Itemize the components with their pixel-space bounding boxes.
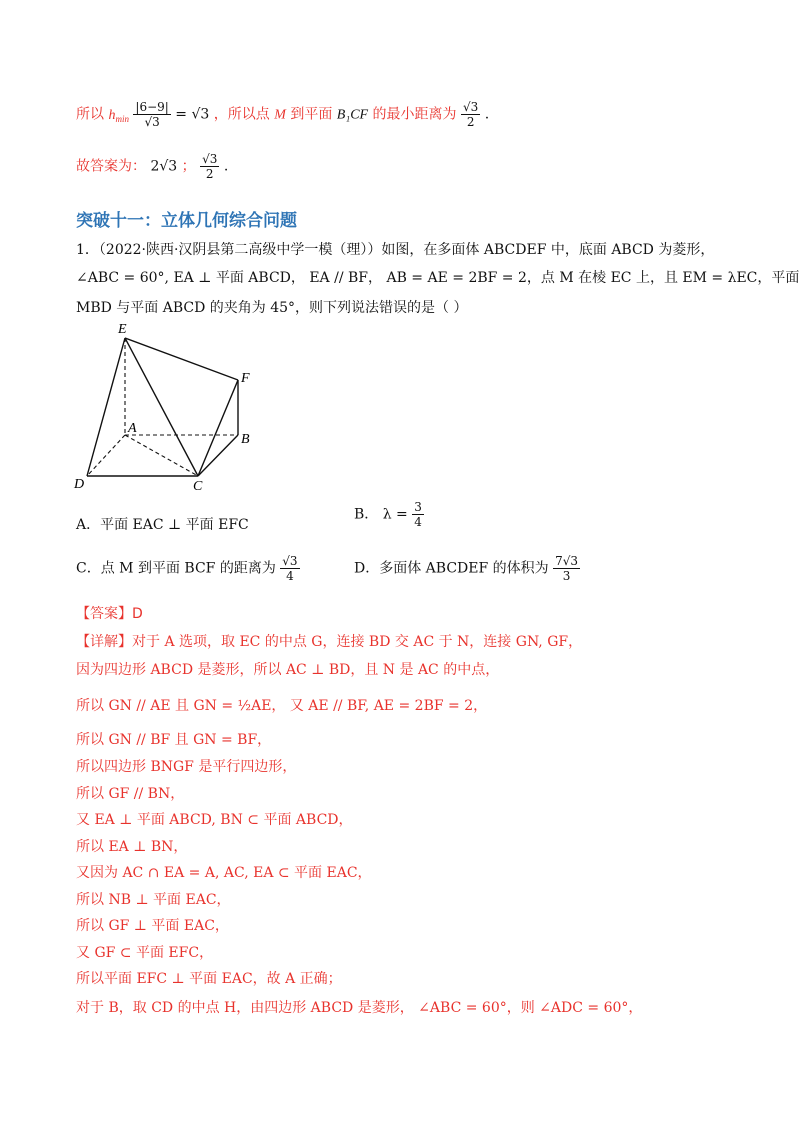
answer-fraction bbox=[200, 152, 219, 181]
fraction-numerator: √3 bbox=[282, 554, 298, 568]
solution-line: 所以四边形 BNGF 是平行四边形， bbox=[76, 759, 297, 775]
solution-line: 又因为 AC ∩ EA = A, AC, EA ⊂ 平面 EAC， bbox=[76, 865, 372, 881]
h-letter: h bbox=[108, 107, 116, 123]
h-subscript: min bbox=[115, 113, 129, 124]
text-to-plane: 到平面 bbox=[290, 106, 333, 123]
answer-value-1: 2√3 bbox=[150, 158, 178, 175]
period: . bbox=[223, 158, 229, 175]
label-b: B bbox=[241, 432, 250, 447]
solution-line: 所以 GF ⊥ 平面 EAC， bbox=[76, 918, 229, 934]
fraction-denominator: 2 bbox=[466, 115, 475, 129]
option-c-text: C．点 M 到平面 BCF 的距离为 bbox=[76, 560, 276, 577]
plane-b1cf: B₁CF bbox=[336, 107, 369, 123]
option-b-text: B． λ = bbox=[354, 506, 408, 523]
solution-line: 对于 B，取 CD 的中点 H，由四边形 ABCD 是菱形， ∠ABC = 60°，则 ∠ADC = 60°， bbox=[76, 1000, 643, 1016]
fraction-numerator: 7√3 bbox=[555, 554, 579, 568]
period: . bbox=[484, 106, 490, 123]
problem-line-2: ∠ABC = 60°, EA ⊥ 平面 ABCD， EA // BF， AB = AE = 2BF = 2，点 M 在棱 EC 上，且 EM = λEC，平面 bbox=[76, 270, 800, 286]
fraction-numerator: |6−9| bbox=[135, 100, 169, 114]
text-so-point: ，所以点 bbox=[213, 106, 270, 123]
option-c bbox=[76, 554, 300, 583]
point-m: M bbox=[274, 107, 286, 123]
fraction-denominator: 2 bbox=[205, 167, 214, 181]
solution-line: 所以 GN // AE 且 GN = ½AE， 又 AE // BF, AE = 2BF = 2， bbox=[76, 698, 488, 714]
option-b-fraction bbox=[412, 500, 424, 529]
fraction-denominator: 3 bbox=[562, 569, 571, 583]
option-d-fraction bbox=[553, 554, 580, 583]
solution-line: 又 GF ⊂ 平面 EFC， bbox=[76, 945, 214, 961]
solution-line: 又 EA ⊥ 平面 ABCD, BN ⊂ 平面 ABCD， bbox=[76, 812, 353, 828]
label-e: E bbox=[118, 322, 127, 337]
solution-line: 所以 EA ⊥ BN， bbox=[76, 839, 188, 855]
edge-ed bbox=[87, 338, 125, 476]
text-so: 所以 bbox=[76, 106, 104, 123]
fraction-denominator: 4 bbox=[286, 569, 294, 583]
fraction-numerator: √3 bbox=[202, 152, 218, 166]
h-symbol bbox=[108, 108, 129, 123]
edge-ef bbox=[125, 338, 238, 380]
section-heading: 突破十一：立体几何综合问题 bbox=[76, 211, 297, 231]
solution-line: 所以 GN // BF 且 GN = BF， bbox=[76, 732, 272, 748]
equals-sqrt3: = √3 bbox=[175, 106, 210, 123]
edge-fc bbox=[198, 380, 238, 476]
option-d-text: D．多面体 ABCDEF 的体积为 bbox=[354, 560, 549, 577]
edge-ec bbox=[125, 338, 198, 476]
fraction-denominator: 4 bbox=[414, 515, 422, 529]
solution-line: 因为四边形 ABCD 是菱形，所以 AC ⊥ BD，且 N 是 AC 的中点， bbox=[76, 662, 500, 678]
option-d bbox=[354, 554, 580, 583]
solution-line: 所以 NB ⊥ 平面 EAC， bbox=[76, 892, 231, 908]
result-line-min-distance bbox=[76, 100, 489, 129]
edge-bc bbox=[198, 435, 238, 476]
solution-line: 【详解】对于 A 选项，取 EC 的中点 G，连接 BD 交 AC 于 N，连接 GN, GF， bbox=[76, 634, 583, 650]
answer-summary-line bbox=[76, 152, 228, 181]
min-distance-fraction bbox=[461, 100, 480, 129]
problem-line-3: MBD 与平面 ABCD 的夹角为 45°，则下列说法错误的是（ ） bbox=[76, 300, 468, 316]
distance-fraction bbox=[133, 100, 170, 129]
problem-line-1: 1．（2022·陕西·汉阴县第二高级中学一模（理））如图，在多面体 ABCDEF 中，底面 ABCD 为菱形， bbox=[76, 242, 715, 258]
polyhedron-figure bbox=[68, 318, 268, 493]
answer-label: 【答案】D bbox=[76, 606, 143, 622]
option-c-fraction bbox=[280, 554, 299, 583]
solution-line: 所以平面 EFC ⊥ 平面 EAC，故 A 正确； bbox=[76, 971, 342, 987]
text-answer-is: 故答案为： bbox=[76, 158, 146, 175]
option-a: A．平面 EAC ⊥ 平面 EFC bbox=[76, 517, 249, 533]
fraction-denominator: √3 bbox=[144, 115, 160, 129]
fraction-numerator: √3 bbox=[463, 100, 479, 114]
text-min-distance: 的最小距离为 bbox=[372, 106, 457, 123]
option-b bbox=[354, 500, 424, 529]
fraction-numerator: 3 bbox=[414, 500, 422, 514]
label-c: C bbox=[193, 479, 203, 493]
label-d: D bbox=[74, 477, 85, 492]
separator: ； bbox=[181, 158, 196, 175]
label-f: F bbox=[241, 371, 250, 386]
solution-line: 所以 GF // BN， bbox=[76, 786, 185, 802]
label-a: A bbox=[128, 421, 137, 436]
